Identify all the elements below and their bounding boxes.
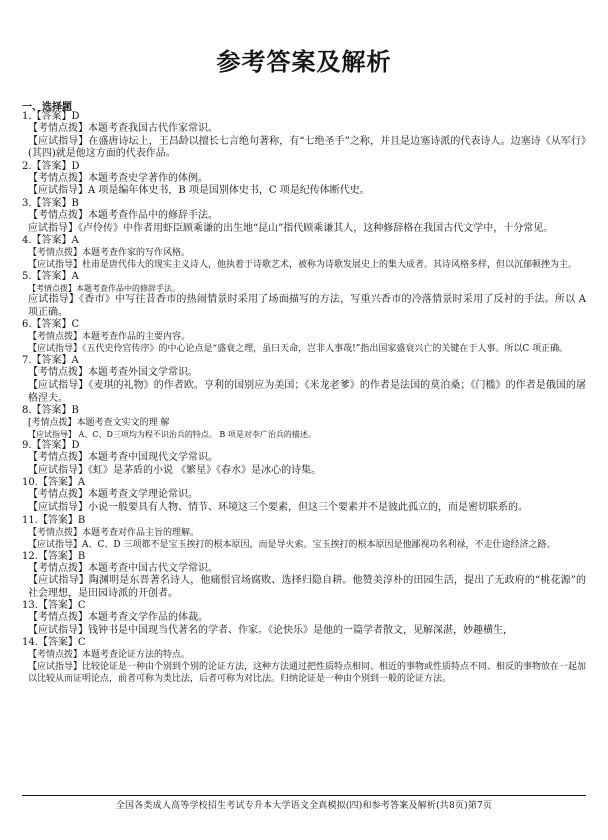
answer-label: 14.【答案】C: [22, 637, 86, 649]
question-1: [22, 111, 586, 161]
question-3: [22, 198, 586, 235]
exam-point: 【考情点拨】本题考查中国古代文学常识。: [28, 562, 218, 574]
question-7: [22, 355, 586, 405]
question-8: [22, 405, 586, 440]
exam-point: 【考情点拨】本题考查作品的主要内容。: [28, 332, 191, 343]
guidance: 【应试指导】比较论证是一种由个别到个别的论证方法，这种方法通过把性质特点相同、相近的事物或性质特点不同、相反的事物放在一起加以比较从而证明论点，前者可称为类比法，后者可称为对比法。归纳论证是一种由个别到一般的论证方法。: [28, 662, 587, 685]
exam-point: 【考情点拨】本题考查作品中的修辞手法。: [28, 209, 218, 221]
question-4: [22, 235, 586, 271]
guidance: 应试指导】《香市》中写往昔香市的热闹情景时采用了场面描写的方法，写重兴香市的冷落情景时采用了反衬的手法。所以 A 项正确。: [28, 294, 586, 318]
question-6: [22, 319, 586, 355]
exam-point: 【考情点拨】本题考查文学理论常识。: [28, 489, 198, 501]
exam-point: [考情点拨】本题考查文实文的理 解: [28, 418, 170, 429]
answer-label: 6.【答案】C: [22, 319, 80, 331]
answer-label: 1.【答案】D: [22, 111, 80, 122]
guidance: 【应试指导】《虹》是茅盾的小说 《繁星》《春水》是冰心的诗集。: [28, 464, 322, 476]
question-9: [22, 440, 586, 477]
answer-label: 3.【答案】B: [22, 197, 79, 209]
page-footer: 全国各类成人高等学校招生考试专升本大学语文全真模拟(四)和参考答案及解析(共8页)第7页: [22, 795, 586, 811]
guidance: 【应试指导】在盛唐诗坛上，王昌龄以擅长七言绝句著称，有“七绝圣手”之称，并且是边塞诗派的代表诗人。边塞诗《从军行》(其四)就是他这方面的代表作品。: [28, 135, 586, 160]
answer-label: 4.【答案】A: [22, 235, 79, 247]
question-14: [22, 637, 586, 685]
exam-point: 【考情点拨】本题考查中国现代文学常识。: [28, 452, 218, 464]
guidance: 【应试指导】《五代史伶官传序》的中心论点是“盛衰之理，虽曰天命，岂非人事哉!”指出国家盛衰兴亡的关键在于人事。所以C 项正确。: [28, 344, 569, 355]
answer-label: 8.【答案】B: [22, 405, 79, 417]
guidance: 【应试指导】 A、C、D三项均为程不识治兵的特点。 B 项是对李广治兵的描述。: [28, 430, 316, 440]
question-5: [22, 271, 586, 319]
answer-label: 10.【答案】A: [22, 477, 86, 489]
page-title: 参考答案及解析: [216, 48, 392, 76]
guidance: 【应试指导】小说一般要具有人物、情节、环境这三个要素，但这三个要素并不是彼此孤立的，而是密切联系的。: [28, 501, 528, 513]
guidance: 【应试指导】《麦琪的礼物》的作者欧。亨利的国别应为美国；《米龙老爹》的作者是法国的莫泊桑；《门槛》的作者是俄国的屠格涅夫。: [28, 379, 586, 404]
guidance: 【应试指导】钱钟书是中国现当代著名的学者、作家。《论快乐》是他的一篇学者散文，见解深湛，妙趣横生，: [28, 624, 513, 636]
exam-point: 【考情点拨】本题考查作家的写作风格。: [28, 248, 191, 259]
exam-point: 【考情点拨】本题考查我国古代作家常识。: [28, 123, 218, 134]
exam-point: 【考情点拨】本题考查论证方法的特点。: [28, 650, 191, 661]
section-heading: 一、选择题: [22, 102, 72, 113]
exam-point: 【考情点拨】本题考查文学作品的体裁。: [28, 612, 208, 624]
exam-point: 【考情点拨】本题考查对作品主旨的理解。: [28, 527, 200, 538]
question-11: [22, 515, 586, 551]
answer-label: 7.【答案】A: [22, 355, 79, 367]
answer-label: 11.【答案】B: [22, 514, 86, 526]
guidance: 【应试指导】A 项是编年体史书，B 项是国别体史书，C 项是纪传体断代史。: [28, 185, 370, 197]
guidance: 【应试指导】A、C、D 三项都不是宝玉挨打的根本原因，而是导火索。宝玉挨打的根本原因是他鄙视功名利禄，不走仕途经济之路。: [28, 539, 556, 550]
question-12: [22, 551, 586, 601]
exam-point: 【考情点拨】本题考查外国文学常识。: [28, 367, 198, 379]
guidance: 【应试指导】杜甫是唐代伟大的现实主义诗人，他执着于诗歌艺术，被称为诗歌发展史上的集大成者。其诗风格多样，但以沉郁顿挫为主。: [28, 260, 578, 271]
answer-label: 5.【答案】A: [22, 271, 79, 283]
answer-label: 12.【答案】B: [22, 550, 86, 562]
answer-label: 13.【答案】C: [22, 600, 86, 612]
question-2: [22, 161, 586, 198]
question-10: [22, 477, 586, 514]
answer-list: [22, 111, 586, 685]
exam-point: 【考情点拨】本题考查作品中的修辞手法。: [28, 284, 180, 294]
exam-point: 【考情点拨】本题考查史学著作的体例。: [28, 172, 208, 184]
guidance: 应试指导】《卢伶传》中作者用虾臣顾乘谦的出生地“昆山”指代顾乘谦其人，这种修辞格在我国古代文学中，十分常见。: [28, 222, 554, 234]
answer-label: 9.【答案】D: [22, 440, 80, 452]
guidance: 【应试指导】陶渊明是东晋著名诗人，他痛恨官场腐败、选择归隐自耕。他赞美淳朴的田园生活，提出了无政府的“桃花源”的社会理想，是田园诗派的开创者。: [28, 575, 586, 599]
answer-label: 2.【答案】D: [22, 160, 80, 172]
question-13: [22, 600, 586, 637]
